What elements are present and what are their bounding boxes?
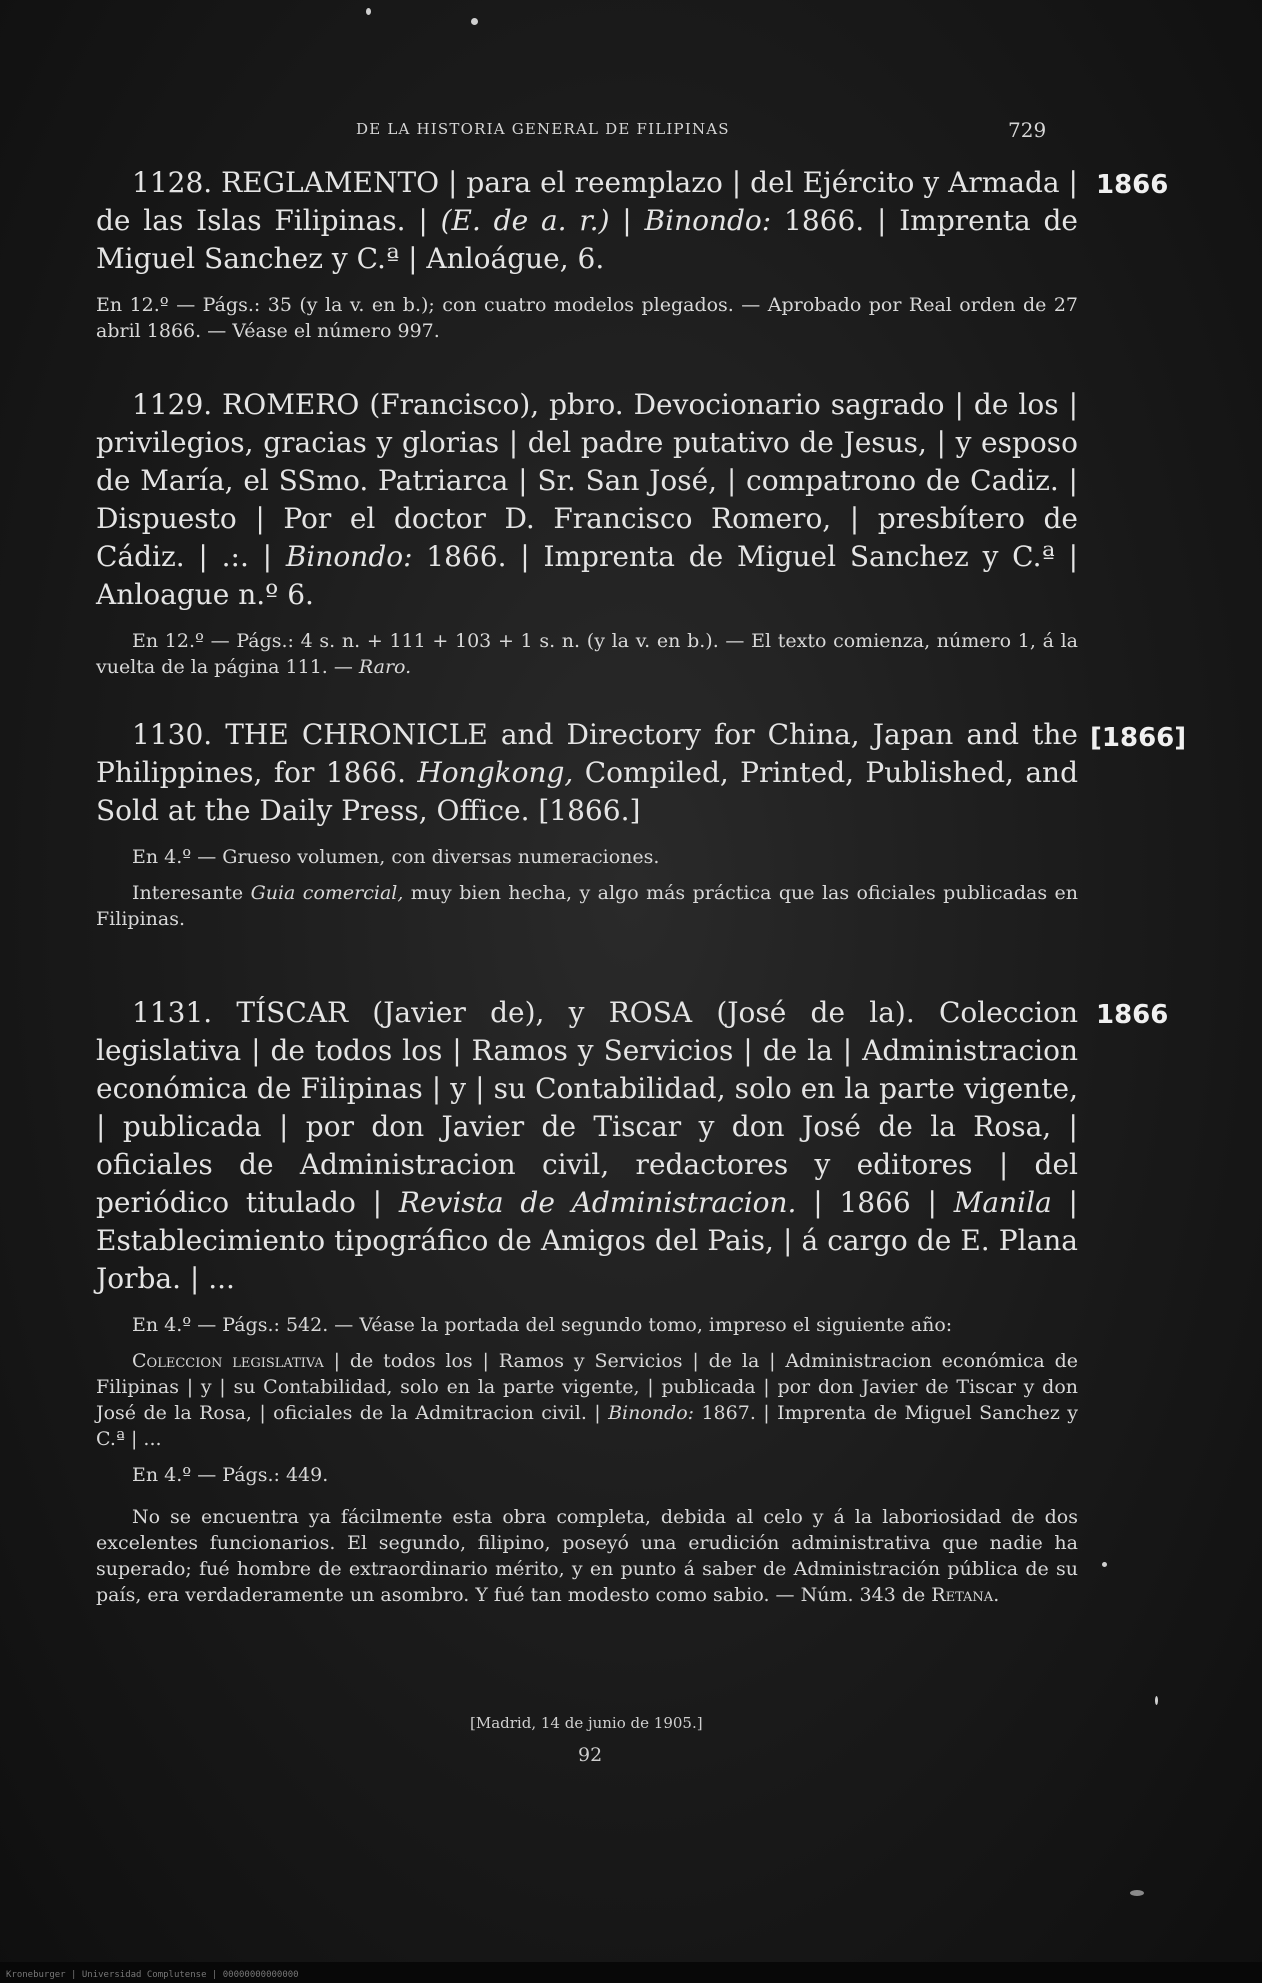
- entry-1129: [96, 386, 1078, 680]
- entry-body: THE CHRONICLE and Directory for China, Japan and the Philippines, for 1866. Hongkong, Compiled, Printed, Published, and Sold at the Daily Press, Office. [1866.]: [96, 718, 1078, 827]
- scan-speck: [1130, 1890, 1144, 1896]
- entry-note: En 4.º — Págs.: 449.: [132, 1464, 329, 1486]
- entry-year: 1866: [1096, 1000, 1169, 1030]
- scan-speck: [366, 8, 371, 15]
- entry-note: En 4.º — Págs.: 542. — Véase la portada del segundo tomo, impreso el siguiente año:: [132, 1314, 953, 1336]
- entry-note: Interesante Guia comercial, muy bien hecha, y algo más práctica que las oficiales publicadas en Filipinas.: [96, 882, 1078, 930]
- entry-number: 1129.: [132, 388, 213, 421]
- entry-body: REGLAMENTO | para el reemplazo | del Ejército y Armada | de las Islas Filipinas. | (E. de a. r.) | Binondo: 1866. | Imprenta de Miguel Sanchez y C.ª | Anloágue, 6.: [96, 166, 1078, 275]
- entry-note: Coleccion legislativa | de todos los | Ramos y Servicios | de la | Administracion económica de Filipinas | y | su Contabilidad, solo en la parte vigente, | publicada | por don Javier de Tiscar y don José de la Rosa, | oficiales de la Admitracion civil. | Binondo: 1867. | Imprenta de Miguel Sanchez y C.ª | ...: [96, 1350, 1079, 1450]
- entry-body: TÍSCAR (Javier de), y ROSA (José de la). Coleccion legislativa | de todos los | Ramos y Servicios | de la | Administracion económica de Filipinas | y | su Contabilidad, solo en la parte vigente, | publicada | por don Javier de Tiscar y don José de la Rosa, | oficiales de Administracion civil, redactores y editores | del periódico titulado | Revista de Administracion. | 1866 | Manila | Establecimiento tipográfico de Amigos del Pais, | á cargo de E. Plana Jorba. | ...: [96, 996, 1078, 1295]
- scan-speck: [471, 18, 478, 25]
- signature-mark: 92: [578, 1744, 603, 1766]
- entry-year: [1866]: [1090, 723, 1187, 753]
- running-title: DE LA HISTORIA GENERAL DE FILIPINAS: [356, 120, 730, 138]
- entry-body: ROMERO (Francisco), pbro. Devocionario sagrado | de los | privilegios, gracias y glorias | del padre putativo de Jesus, | y esposo de María, el SSmo. Patriarca | Sr. San José, | compatrono de Cadiz. | Dispuesto | Por el doctor D. Francisco Romero, | presbítero de Cádiz. | .:. | Binondo: 1866. | Imprenta de Miguel Sanchez y C.ª | Anloague n.º 6.: [96, 388, 1078, 611]
- entry-number: 1131.: [132, 996, 213, 1029]
- entry-number: 1130.: [132, 718, 213, 751]
- dateline: [Madrid, 14 de junio de 1905.]: [470, 1714, 703, 1732]
- entry-main-text: [96, 716, 1078, 830]
- page-number: 729: [1008, 118, 1047, 142]
- entry-note: En 12.º — Págs.: 4 s. n. + 111 + 103 + 1 s. n. (y la v. en b.). — El texto comienza, número 1, á la vuelta de la página 111. — Raro.: [96, 630, 1078, 678]
- entry-note: En 12.º — Págs.: 35 (y la v. en b.); con cuatro modelos plegados. — Aprobado por Real orden de 27 abril 1866. — Véase el número 997.: [96, 294, 1078, 342]
- entry-year: 1866: [1096, 170, 1169, 200]
- entry-1131: [96, 994, 1078, 1608]
- entry-note: No se encuentra ya fácilmente esta obra completa, debida al celo y á la laboriosidad de dos excelentes funcionarios. El segundo, filipino, poseyó una erudición administrativa que nadie ha superado; fué hombre de extraordinario mérito, y en punto á saber de Administración pública de su país, era verdaderamente un asombro. Y fué tan modesto como sabio. — Núm. 343 de Retana.: [96, 1506, 1078, 1606]
- entry-main-text: [96, 994, 1078, 1298]
- entry-number: 1128.: [132, 166, 213, 199]
- entry-main-text: [96, 386, 1078, 614]
- scan-speck: [1155, 1696, 1158, 1705]
- entry-1130: [96, 716, 1078, 932]
- entry-note: En 4.º — Grueso volumen, con diversas numeraciones.: [132, 846, 660, 868]
- scan-info-text: Kroneburger | Universidad Complutense | 00000000000000: [6, 1970, 299, 1980]
- entry-1128: [96, 164, 1078, 344]
- scan-speck: [1102, 1562, 1107, 1567]
- scan-info-strip: [0, 1962, 1262, 1983]
- entry-main-text: [96, 164, 1078, 278]
